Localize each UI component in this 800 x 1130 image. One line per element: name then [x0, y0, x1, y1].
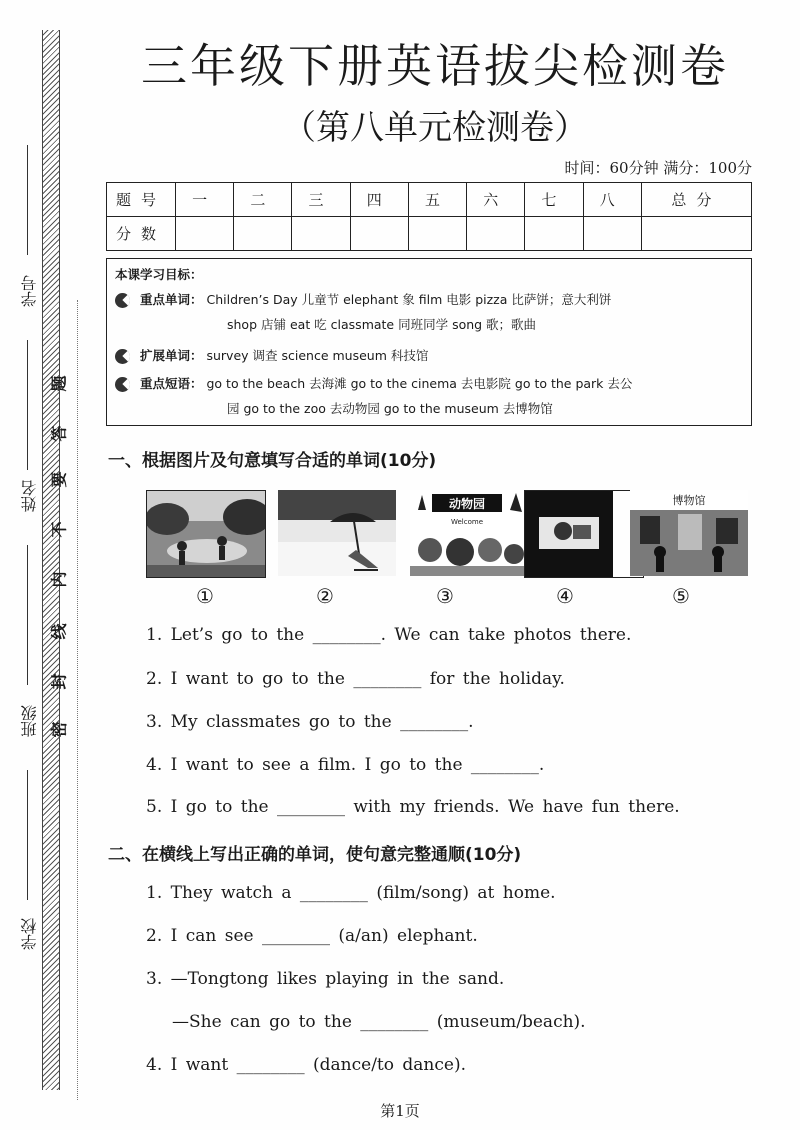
table-cell: 七 — [525, 183, 583, 217]
ext-words-line: survey 调查 science museum 科技馆 — [206, 348, 429, 363]
seal-char: 封 — [49, 673, 69, 690]
class-blank — [27, 545, 28, 685]
table-cell: 二 — [234, 183, 292, 217]
seal-char: 题 — [49, 375, 69, 392]
question-item: 2. I can see ________ (a/an) elephant. — [146, 926, 478, 946]
ext-words-label: 扩展单词： — [139, 348, 203, 363]
seal-char: 内 — [49, 571, 69, 588]
question-item: 4. I want ________ (dance/to dance). — [146, 1055, 466, 1075]
goals-title: 本课学习目标： — [115, 267, 203, 282]
ext-words-row — [115, 343, 745, 368]
page-subtitle: （第八单元检测卷） — [282, 108, 588, 148]
question-item: 1. Let’s go to the ________. We can take photos there. — [146, 625, 632, 645]
question-item: 1. They watch a ________ (film/song) at home. — [146, 883, 556, 903]
cinema-picture — [524, 490, 644, 578]
learning-goals-box — [106, 258, 752, 426]
museum-sign-label: 博物馆 — [672, 494, 706, 507]
picture-number: ⑤ — [672, 584, 690, 608]
question-item: 2. I want to go to the ________ for the holiday. — [146, 669, 565, 689]
time-info: 时间：60分钟 满分：100分 — [564, 159, 752, 177]
section-2-heading: 二、在横线上写出正确的单词，使句意完整通顺(10分) — [108, 845, 522, 865]
table-cell: 一 — [176, 183, 234, 217]
score-table-header-row — [107, 183, 752, 217]
picture-number: ③ — [436, 584, 454, 608]
beach-picture — [278, 490, 396, 576]
page-title: 三年级下册英语拔尖检测卷 — [141, 39, 729, 93]
question-item: 3. My classmates go to the ________. — [146, 712, 474, 732]
question-item: 3. —Tongtong likes playing in the sand. — [146, 969, 505, 989]
seal-char: 要 — [49, 471, 69, 488]
zoo-sign-label: 动物园 — [448, 497, 486, 511]
zoo-welcome-label: Welcome — [450, 518, 484, 526]
student-no-blank — [27, 145, 28, 255]
phrases-label: 重点短语： — [139, 376, 203, 391]
page-number: 第1页 — [380, 1102, 420, 1120]
table-cell: 分数 — [107, 217, 176, 251]
question-item: —She can go to the ________ (museum/beach). — [172, 1012, 586, 1032]
table-cell: 四 — [350, 183, 408, 217]
school-blank — [27, 770, 28, 900]
table-cell: 五 — [408, 183, 466, 217]
table-cell: 总分 — [641, 183, 751, 217]
phrases-row — [115, 371, 745, 421]
phrases-line: go to the beach 去海滩 go to the cinema 去电影院 go to the park 去公 — [206, 376, 633, 391]
phrases-line: 园 go to the zoo 去动物园 go to the museum 去博物馆 — [227, 401, 553, 416]
name-label: 姓名 — [20, 480, 39, 512]
class-label: 班级 — [20, 705, 39, 737]
cut-line — [77, 300, 78, 1100]
score-cell[interactable] — [641, 217, 751, 251]
score-cell[interactable] — [583, 217, 641, 251]
binding-strip — [42, 30, 60, 1090]
key-words-line: Children’s Day 儿童节 elephant 象 film 电影 pizza 比萨饼；意大利饼 — [206, 292, 612, 307]
seal-char: 线 — [49, 623, 69, 640]
picture-number: ② — [316, 584, 334, 608]
park-picture — [146, 490, 266, 578]
score-table-score-row — [107, 217, 752, 251]
table-cell: 三 — [292, 183, 350, 217]
score-cell[interactable] — [525, 217, 583, 251]
key-words-row — [115, 287, 745, 337]
key-words-line: shop 店铺 eat 吃 classmate 同班同学 song 歌；歌曲 — [227, 317, 537, 332]
score-cell[interactable] — [292, 217, 350, 251]
bullet-icon — [115, 293, 130, 308]
score-table — [106, 182, 752, 251]
museum-picture — [630, 490, 748, 576]
seal-char: 不 — [49, 521, 69, 538]
score-cell[interactable] — [408, 217, 466, 251]
table-cell: 八 — [583, 183, 641, 217]
score-cell[interactable] — [467, 217, 525, 251]
name-blank — [27, 340, 28, 470]
seal-char: 答 — [49, 425, 69, 442]
school-label: 学校 — [20, 918, 39, 950]
table-cell: 六 — [467, 183, 525, 217]
key-words-label: 重点单词： — [139, 292, 203, 307]
bullet-icon — [115, 377, 130, 392]
student-no-label: 学号 — [20, 275, 39, 307]
picture-number: ① — [196, 584, 214, 608]
section-1-heading: 一、根据图片及句意填写合适的单词(10分) — [108, 451, 437, 471]
score-cell[interactable] — [350, 217, 408, 251]
table-cell: 题号 — [107, 183, 176, 217]
question-item: 4. I want to see a film. I go to the ________. — [146, 755, 545, 775]
seal-char: 密 — [49, 721, 69, 738]
question-item: 5. I go to the ________ with my friends. We have fun there. — [146, 797, 680, 817]
zoo-picture — [410, 490, 528, 576]
score-cell[interactable] — [234, 217, 292, 251]
bullet-icon — [115, 349, 130, 364]
score-cell[interactable] — [176, 217, 234, 251]
picture-number: ④ — [556, 584, 574, 608]
